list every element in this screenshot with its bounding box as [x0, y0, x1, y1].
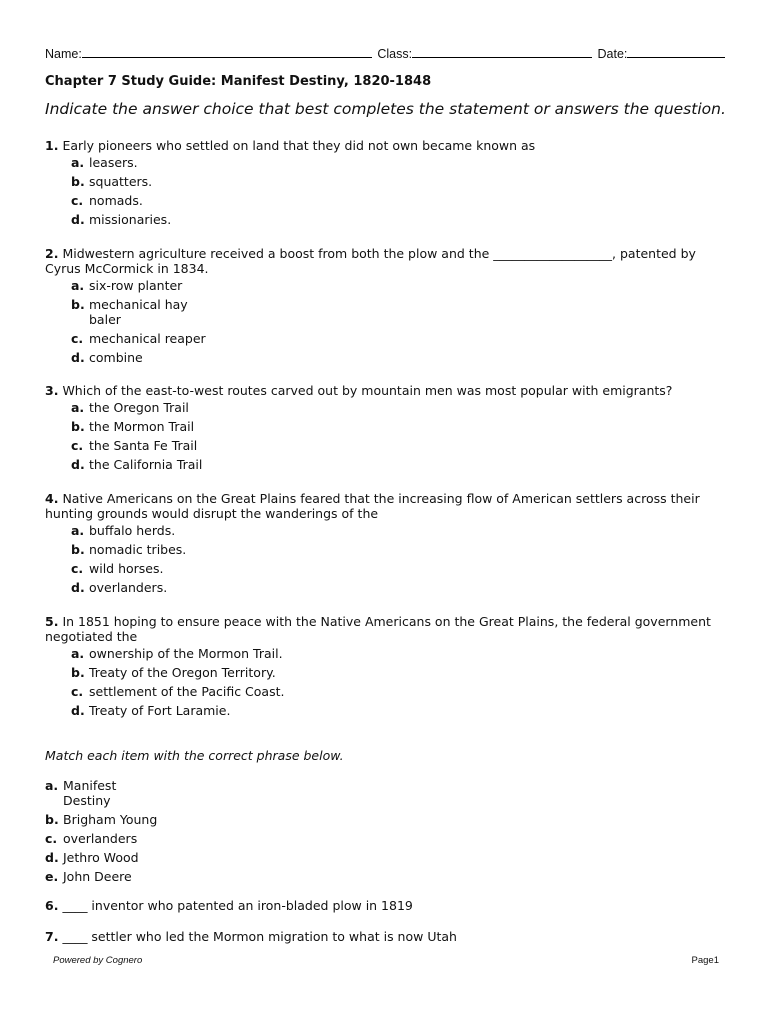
question-number: 2.: [45, 246, 59, 261]
option-a: a. buffalo herds.: [71, 523, 176, 538]
date-blank[interactable]: [627, 46, 725, 58]
option-a: a. six-row planter: [71, 278, 183, 293]
answer-blank[interactable]: ____: [62, 929, 88, 944]
match-item: b. Brigham Young: [45, 812, 158, 827]
option-c: c. settlement of the Pacific Coast.: [71, 684, 285, 699]
question-text: Native Americans on the Great Plains feared that the increasing flow of American settlers across their hunting grounds would disrupt the wanderings of the: [45, 491, 700, 521]
question-text: Which of the east-to-west routes carved out by mountain men was most popular with emigrants?: [62, 383, 673, 398]
question-number: 3.: [45, 383, 59, 398]
question-2: [45, 246, 725, 369]
question-number: 7.: [45, 929, 59, 944]
answer-blank[interactable]: ____: [62, 898, 88, 913]
date-label: Date:: [597, 47, 628, 61]
option-b: b. mechanical hay baler: [71, 297, 188, 327]
question-4: [45, 491, 725, 599]
question-text: settler who led the Mormon migration to what is now Utah: [91, 929, 457, 944]
question-number: 4.: [45, 491, 59, 506]
option-a: a. the Oregon Trail: [71, 400, 189, 415]
question-text: In 1851 hoping to ensure peace with the Native Americans on the Great Plains, the federal government negotiated the: [45, 614, 711, 644]
option-c: c. the Santa Fe Trail: [71, 438, 198, 453]
question-1: [45, 138, 725, 231]
matching-instructions: Match each item with the correct phrase below.: [45, 748, 344, 763]
instructions: Indicate the answer choice that best completes the statement or answers the question.: [45, 100, 726, 118]
option-d: d. Treaty of Fort Laramie.: [71, 703, 231, 718]
match-item: c. overlanders: [45, 831, 138, 846]
option-d: d. missionaries.: [71, 212, 172, 227]
match-item: d. Jethro Wood: [45, 850, 139, 865]
question-number: 5.: [45, 614, 59, 629]
matching-items: [45, 778, 263, 888]
option-d: d. the California Trail: [71, 457, 203, 472]
option-c: c. nomads.: [71, 193, 143, 208]
question-6: [45, 898, 413, 913]
option-a: a. leasers.: [71, 155, 138, 170]
match-item: e. John Deere: [45, 869, 132, 884]
name-label: Name:: [45, 47, 82, 61]
page-title: Chapter 7 Study Guide: Manifest Destiny, 1820-1848: [45, 74, 432, 89]
question-text: Midwestern agriculture received a boost from both the plow and the ___________________, patented by Cyrus McCormick in 1834.: [45, 246, 696, 276]
question-text: Early pioneers who settled on land that they did not own became known as: [62, 138, 536, 153]
option-c: c. wild horses.: [71, 561, 164, 576]
class-blank[interactable]: [412, 46, 592, 58]
option-c: c. mechanical reaper: [71, 331, 206, 346]
question-number: 6.: [45, 898, 59, 913]
page-number: Page1: [691, 955, 719, 966]
question-5: [45, 614, 725, 722]
option-b: b. the Mormon Trail: [71, 419, 195, 434]
name-blank[interactable]: [82, 46, 372, 58]
header-fields: [45, 46, 725, 61]
match-item: a. Manifest Destiny: [45, 778, 117, 808]
option-b: b. nomadic tribes.: [71, 542, 187, 557]
question-7: [45, 929, 457, 944]
question-3: [45, 383, 725, 476]
class-label: Class:: [377, 47, 413, 61]
option-b: b. squatters.: [71, 174, 153, 189]
footer-credit: Powered by Cognero: [53, 955, 143, 966]
option-d: d. overlanders.: [71, 580, 168, 595]
question-text: inventor who patented an iron-bladed plow in 1819: [91, 898, 413, 913]
option-b: b. Treaty of the Oregon Territory.: [71, 665, 276, 680]
question-number: 1.: [45, 138, 59, 153]
option-d: d. combine: [71, 350, 143, 365]
option-a: a. ownership of the Mormon Trail.: [71, 646, 283, 661]
